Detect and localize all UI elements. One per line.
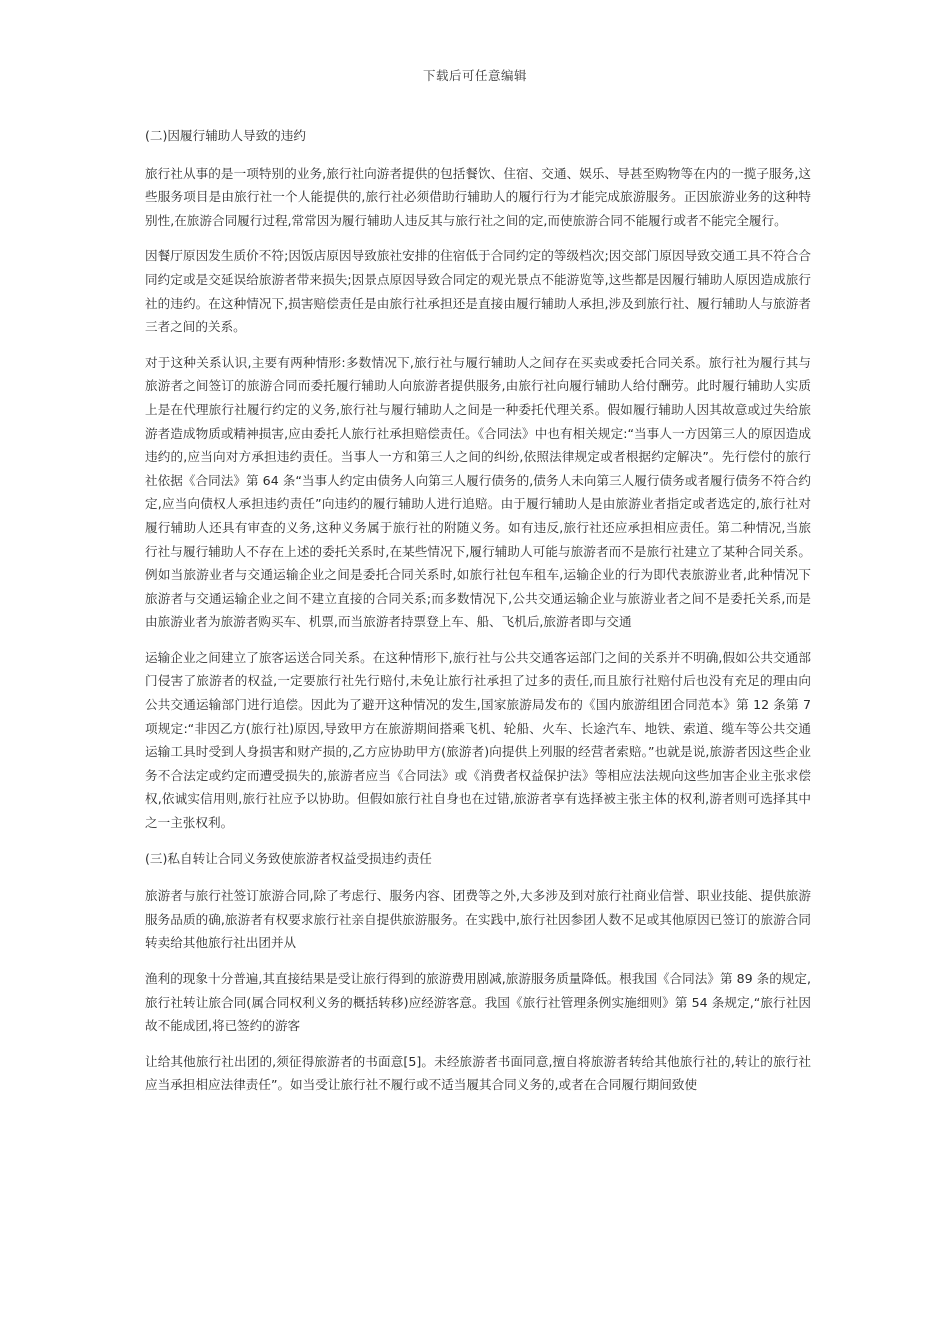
paragraph: 对于这种关系认识,主要有两种情形:多数情况下,旅行社与履行辅助人之间存在买卖或委托合同关系。旅行社为履行其与旅游者之间签订的旅游合同而委托履行辅助人向旅游者提供服务,由旅行社向履行辅助人给付酬劳。此时履行辅助人实质上是在代理旅行社履行约定的义务,旅行社与履行辅助人之间是一种委托代理关系。假如履行辅助人因其故意或过失给旅游者造成物质或精神损害,应由委托人旅行社承担赔偿责任。《合同法》中也有相关规定:“当事人一方因第三人的原因造成违约的,应当向对方承担违约责任。当事人一方和第三人之间的纠纷,依照法律规定或者根据约定解决”。先行偿付的旅行社依据《合同法》第 64 条“当事人约定由债务人向第三人履行债务的,债务人未向第三人履行债务或者履行债务不符合约定,应当向债权人承担违约责任”向违约的履行辅助人进行追赔。由于履行辅助人是由旅游业者指定或者选定的,旅行社对履行辅助人还具有审查的义务,这种义务属于旅行社的附随义务。如有违反,旅行社还应承担相应责任。第二种情况,当旅行社与履行辅助人不存在上述的委托关系时,在某些情况下,履行辅助人可能与旅游者而不是旅行社建立了某种合同关系。例如当旅游业者与交通运输企业之间是委托合同关系时,如旅行社包车租车,运输企业的行为即代表旅游业者,此种情况下旅游者与交通运输企业之间不建立直接的合同关系;而多数情况下,公共交通运输企业与旅游业者之间不是委托关系,而是由旅游业者为旅游者购买车、机票,而当旅游者持票登上车、船、飞机后,旅游者即与交通: [145, 354, 811, 630]
document-body: [145, 120, 811, 1109]
section-heading: (三)私自转让合同义务致使旅游者权益受损违约责任: [145, 850, 432, 866]
page-header: 下载后可任意编辑: [422, 68, 527, 83]
paragraph: 让给其他旅行社出团的,须征得旅游者的书面意[5]。未经旅游者书面同意,擅自将旅游者转给其他旅行社的,转让的旅行社应当承担相应法律责任”。如当受让旅行社不履行或不适当履其合同义务的,或者在合同履行期间致使: [145, 1053, 811, 1093]
paragraph: 旅行社从事的是一项特别的业务,旅行社向游者提供的包括餐饮、住宿、交通、娱乐、导甚至购物等在内的一揽子服务,这些服务项目是由旅行社一个人能提供的,旅行社必须借助行辅助人的履行行为才能完成旅游服务。正因旅游业务的这种特别性,在旅游合同履行过程,常常因为履行辅助人违反其与旅行社之间的定,而使旅游合同不能履行或者不能完全履行。: [145, 165, 811, 228]
section-heading: (二)因履行辅助人导致的违约: [145, 128, 306, 143]
paragraph: 渔利的现象十分普遍,其直接结果是受让旅行得到的旅游费用剧减,旅游服务质量降低。根我国《合同法》第 89 条的规定,旅行社转让旅合同(属合同权利义务的概括转移)应经游客意。我国《旅行社管理条例实施细则》第 54 条规定,“旅行社因故不能成团,将已签约的游客: [145, 971, 811, 1034]
paragraph: 旅游者与旅行社签订旅游合同,除了考虑行、服务内容、团费等之外,大多涉及到对旅行社商业信誉、职业技能、提供旅游服务品质的确,旅游者有权要求旅行社亲自提供旅游服务。在实践中,旅行社因参团人数不足或其他原因已签订的旅游合同转卖给其他旅行社出团并从: [145, 888, 811, 951]
paragraph: 运输企业之间建立了旅客运送合同关系。在这种情形下,旅行社与公共交通客运部门之间的关系并不明确,假如公共交通部门侵害了旅游者的权益,一定要旅行社先行赔付,未免让旅行社承担了过多的责任,而且旅行社赔付后也没有充足的理由向公共交通运输部门进行追偿。因此为了避开这种情况的发生,国家旅游局发布的《国内旅游组团合同范本》第 12 条第 7 项规定:“非因乙方(旅行社)原因,导致甲方在旅游期间搭乘飞机、轮船、火车、长途汽车、地铁、索道、缆车等公共交通运输工具时受到人身损害和财产损的,乙方应协助甲方(旅游者)向提供上列服的经营者索赔。”也就是说,旅游者因这些企业务不合法定或约定而遭受损失的,旅游者应当《合同法》或《消费者权益保护法》等相应法法规向这些加害企业主张求偿权,依诚实信用则,旅行社应予以协助。但假如旅行社自身也在过错,旅游者享有选择被主张主体的权利,游者则可选择其中之一主张权利。: [145, 649, 811, 831]
paragraph: 因餐厅原因发生质价不符;因饭店原因导致旅社安排的住宿低于合同约定的等级档次;因交部门原因导致交通工具不符合合同约定或是交延误给旅游者带来损失;因景点原因导致合同定的观光景点不能游览等,这些都是因履行辅助人原因造成旅行社的违约。在这种情况下,损害赔偿责任是由旅行社承担还是直接由履行辅助人承担,涉及到旅行社、履行辅助人与旅游者三者之间的关系。: [145, 248, 811, 335]
